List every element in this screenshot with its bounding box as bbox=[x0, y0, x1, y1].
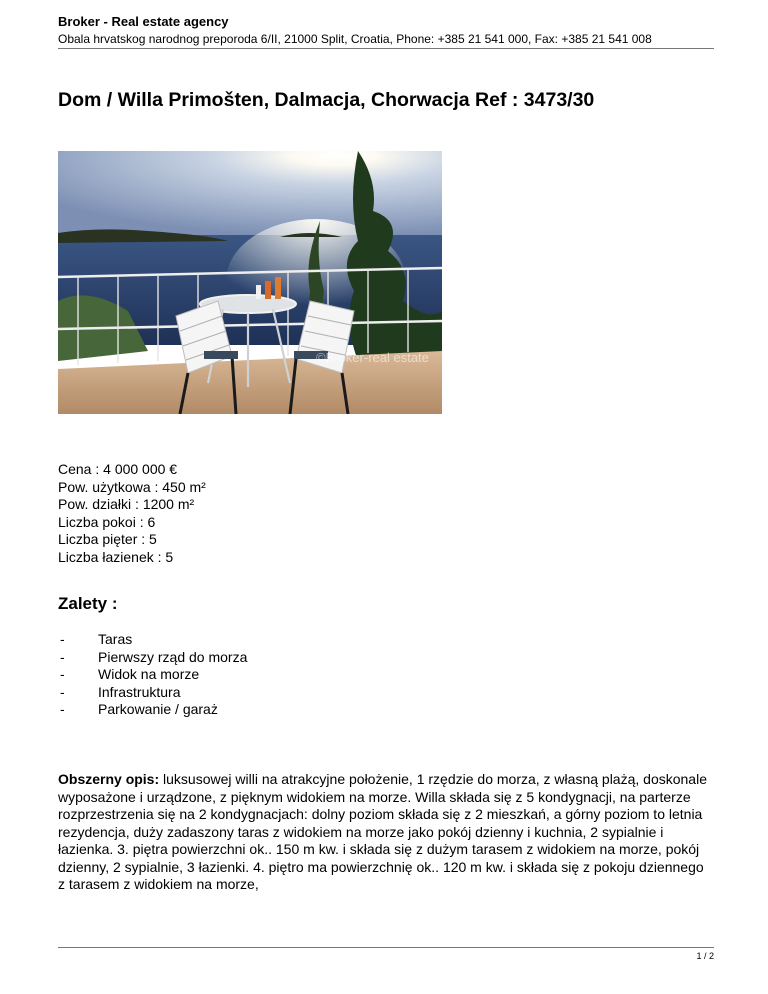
company-name: Broker - Real estate agency bbox=[58, 14, 229, 29]
bullet-dash: - bbox=[60, 683, 65, 700]
plot-area-fact: Pow. działki : 1200 m² bbox=[58, 496, 195, 512]
advantages-list bbox=[58, 631, 247, 719]
list-item bbox=[58, 684, 247, 702]
floors-fact: Liczba pięter : 5 bbox=[58, 531, 157, 547]
property-facts bbox=[58, 461, 206, 566]
bullet-dash: - bbox=[60, 666, 65, 682]
rooms-fact: Liczba pokoi : 6 bbox=[58, 513, 156, 530]
bathrooms-fact: Liczba łazienek : 5 bbox=[58, 548, 174, 565]
description-label: Obszerny opis: bbox=[58, 771, 160, 787]
advantage-terrace: Taras bbox=[98, 631, 133, 647]
listing-title: Dom / Willa Primošten, Dalmacja, Chorwacja Ref : 3473/30 bbox=[58, 89, 595, 111]
usable-area-fact: Pow. użytkowa : 450 m² bbox=[58, 478, 206, 495]
list-item bbox=[58, 701, 247, 719]
header-divider bbox=[58, 48, 714, 49]
company-address: Obala hrvatskog narodnog preporoda 6/II, 21000 Split, Croatia, Phone: +385 21 541 000, Fax: +385 21 541 008 bbox=[58, 32, 652, 46]
list-item bbox=[58, 649, 247, 667]
page-number: 1 / 2 bbox=[696, 951, 714, 961]
list-item bbox=[58, 666, 247, 684]
price-fact: Cena : 4 000 000 € bbox=[58, 461, 178, 477]
property-photo bbox=[58, 151, 442, 414]
advantages-heading: Zalety : bbox=[58, 594, 118, 613]
footer-divider bbox=[58, 947, 714, 948]
photo-watermark: ©Broker-real estate bbox=[316, 350, 429, 365]
document-header bbox=[58, 14, 714, 47]
advantage-first-row: Pierwszy rząd do morza bbox=[98, 648, 248, 665]
bullet-dash: - bbox=[60, 648, 65, 665]
advantage-parking: Parkowanie / garaż bbox=[98, 701, 218, 717]
bullet-dash: - bbox=[60, 701, 65, 717]
description bbox=[58, 771, 714, 894]
advantage-sea-view: Widok na morze bbox=[98, 666, 200, 682]
bullet-dash: - bbox=[60, 631, 65, 647]
list-item bbox=[58, 631, 247, 649]
description-text: luksusowej willi na atrakcyjne położenie, 1 rzędzie do morza, z własną plażą, doskonale wyposażone i urządzone, z pięknym widokiem na morze. Willa składa się z 5 kondygnacji, na parterze rozprzestrzenia się na 2 kondygnacjach: dolny poziom składa się z 2 mieszkań, a górny poziom to letnia rezydencja, duży zadaszony taras z widokiem na morze jako pokój dzienny i kuchnia, 2 sypialnie i łazienka. 3. piętra powierzchni ok.. 150 m kw. i składa się z dużym tarasem z widokiem na morze, pokój dzienny, 2 sypialnie, 3 łazienki. 4. piętro ma powierzchnię ok.. 120 m kw. i składa się z pokoju dziennego z tarasem z widokiem na morze, bbox=[58, 771, 707, 892]
advantage-infrastructure: Infrastruktura bbox=[98, 683, 181, 700]
